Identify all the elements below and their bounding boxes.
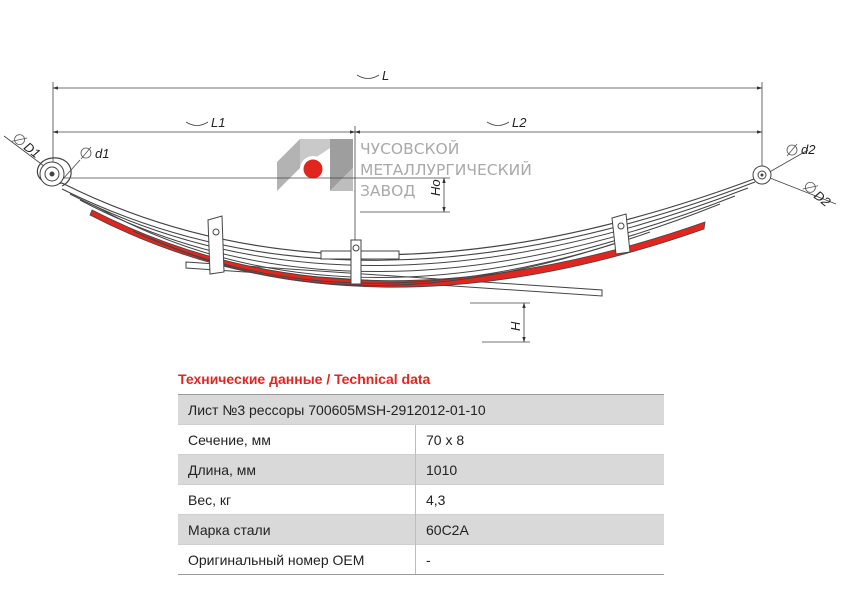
row-value: 1010: [416, 455, 665, 485]
left-eye: [37, 158, 71, 186]
company-logo: [277, 139, 532, 200]
right-eye: [753, 166, 771, 184]
table-header-row: [178, 395, 664, 425]
dim-label-d2: d2: [801, 142, 816, 157]
dim-label-d1: d1: [95, 146, 110, 161]
row-label: Марка стали: [178, 515, 416, 545]
technical-data-table: [178, 394, 664, 575]
technical-data-title: Технические данные / Technical data: [178, 371, 431, 387]
row-value: 60С2А: [416, 515, 665, 545]
logo-emblem-icon: [277, 139, 353, 191]
logo-line-2: МЕТАЛЛУРГИЧЕСКИЙ: [360, 161, 532, 179]
dim-label-L1: L1: [211, 115, 226, 130]
table-row: [178, 485, 664, 515]
dim-label-Ho: Ho: [428, 179, 443, 196]
row-value: 70 х 8: [416, 425, 665, 455]
dim-label-D1: D1: [20, 139, 44, 162]
left-clamp: [208, 216, 224, 274]
row-value: 4,3: [416, 485, 665, 515]
table-row: [178, 515, 664, 545]
dim-label-L2: L2: [512, 115, 527, 130]
logo-line-3: ЗАВОД: [360, 182, 416, 200]
row-value: -: [416, 545, 665, 575]
row-label: Сечение, мм: [178, 425, 416, 455]
dimension-lines: [4, 75, 836, 342]
dim-label-H: H: [508, 321, 523, 331]
table-row: [178, 545, 664, 575]
row-label: Длина, мм: [178, 455, 416, 485]
table-row: [178, 455, 664, 485]
row-label: Вес, кг: [178, 485, 416, 515]
logo-line-1: ЧУСОВСКОЙ: [360, 140, 460, 158]
table-row: [178, 425, 664, 455]
dim-label-L: L: [382, 68, 390, 83]
dim-label-D2: D2: [811, 187, 834, 210]
part-name-cell: Лист №3 рессоры 700605MSH-2912012-01-10: [178, 395, 664, 425]
row-label: Оригинальный номер OEM: [178, 545, 416, 575]
